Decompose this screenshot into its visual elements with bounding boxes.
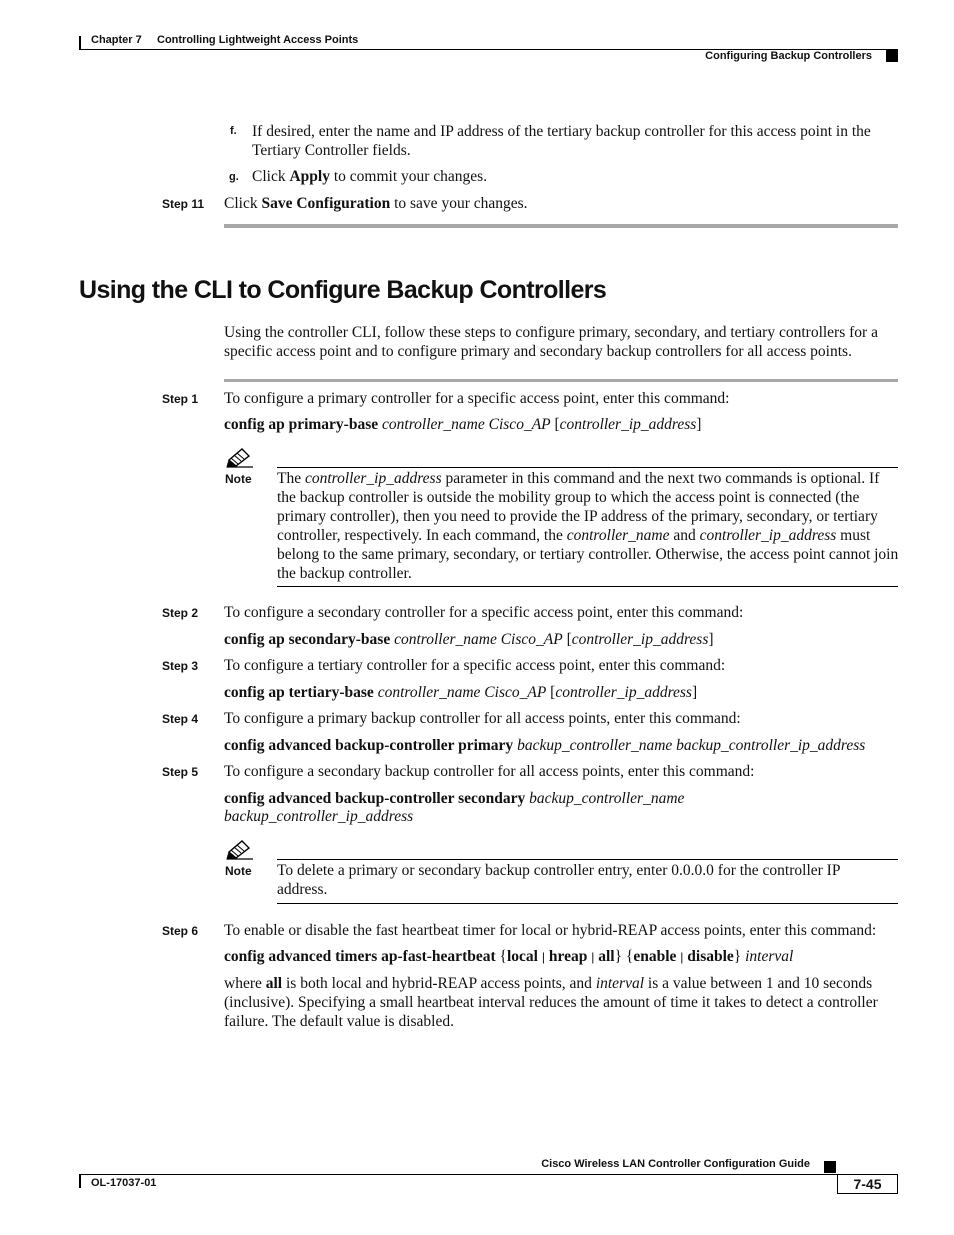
- end-of-procedure-rule: [224, 224, 898, 228]
- note-2-text: To delete a primary or secondary backup controller entry, enter 0.0.0.0 for the controller IP address.: [277, 862, 840, 898]
- footer-doc-number: OL-17037-01: [91, 1177, 157, 1189]
- header-black-box: [886, 50, 898, 62]
- step-5-label: Step 5: [162, 765, 199, 779]
- step-1-text: To configure a primary controller for a specific access point, enter this command:: [224, 390, 730, 407]
- step-1-label: Step 1: [162, 392, 199, 406]
- step-5-text: To configure a secondary backup controller for all access points, enter this command:: [224, 763, 755, 780]
- substep-g-label: g.: [229, 171, 239, 183]
- note-2-top-rule: [277, 859, 898, 860]
- note-2-bottom-rule: [277, 903, 898, 904]
- step-2-label: Step 2: [162, 606, 199, 620]
- page-number: 7-45: [853, 1176, 882, 1192]
- header-chapter-title: Controlling Lightweight Access Points: [157, 34, 359, 46]
- header-section: Configuring Backup Controllers: [705, 50, 872, 62]
- step-6-explanation: where all is both local and hybrid-REAP access points, and interval is a value between 1 and 10 seconds (inclusive). Specifying a small heartbeat interval reduces the amount of time it takes to detect a controller failure. The default value is disabled.: [224, 975, 878, 1030]
- footer-left-tick: [79, 1174, 81, 1188]
- note-pencil-icon: [226, 838, 254, 860]
- step-11-label: Step 11: [162, 197, 205, 211]
- note-1-text: The controller_ip_address parameter in this command and the next two commands is optional. If the backup controller is outside the mobility group to which the access point is connected (the primary controller), then you need to provide the IP address of the primary, secondary, or tertiary controller, respectively. In each command, the controller_name and controller_ip_address must belong to the same primary, secondary, or tertiary controller. Otherwise, the access point cannot join the backup controller.: [277, 470, 899, 582]
- note-2-label: Note: [225, 864, 252, 878]
- footer-black-box: [824, 1161, 836, 1173]
- step-2-text: To configure a secondary controller for a specific access point, enter this command:: [224, 604, 744, 621]
- step-6-command: config advanced timers ap-fast-heartbeat {local | hreap | all} {enable | disable} interval: [224, 948, 794, 965]
- intro-paragraph: Using the controller CLI, follow these steps to configure primary, secondary, and tertiary controllers for a specific access point and to configure primary and secondary backup controllers for all access points.: [224, 324, 878, 360]
- step-3-label: Step 3: [162, 659, 199, 673]
- step-6-label: Step 6: [162, 924, 199, 938]
- footer-rule: [79, 1174, 898, 1175]
- substep-f-text: If desired, enter the name and IP address of the tertiary backup controller for this access point in the Tertiary Controller fields.: [252, 123, 871, 159]
- note-1-label: Note: [225, 472, 252, 486]
- step-1-command: config ap primary-base controller_name Cisco_AP [controller_ip_address]: [224, 416, 702, 433]
- step-3-text: To configure a tertiary controller for a specific access point, enter this command:: [224, 657, 726, 674]
- step-4-text: To configure a primary backup controller for all access points, enter this command:: [224, 710, 741, 727]
- procedure-start-rule: [224, 379, 898, 382]
- step-4-label: Step 4: [162, 712, 199, 726]
- note-1-top-rule: [277, 467, 898, 468]
- footer-guide-title: Cisco Wireless LAN Controller Configuration Guide: [541, 1158, 810, 1170]
- step-3-command: config ap tertiary-base controller_name Cisco_AP [controller_ip_address]: [224, 684, 698, 701]
- step-5-command-cont: backup_controller_ip_address: [224, 808, 414, 825]
- step-2-command: config ap secondary-base controller_name Cisco_AP [controller_ip_address]: [224, 631, 714, 648]
- section-heading: Using the CLI to Configure Backup Controllers: [79, 276, 607, 304]
- footer-page-number-box: [837, 1174, 898, 1194]
- step-11-text: Click Save Configuration to save your changes.: [224, 195, 528, 212]
- header-left-tick: [79, 36, 81, 50]
- step-5-command: config advanced backup-controller secondary backup_controller_name: [224, 790, 685, 807]
- step-4-command: config advanced backup-controller primary backup_controller_name backup_controller_ip_address: [224, 737, 866, 754]
- note-1-bottom-rule: [277, 586, 898, 587]
- note-pencil-icon: [226, 446, 254, 468]
- header-chapter: Chapter 7: [91, 34, 142, 46]
- step-6-text: To enable or disable the fast heartbeat timer for local or hybrid-REAP access points, enter this command:: [224, 922, 877, 939]
- substep-g-text: Click Apply to commit your changes.: [252, 168, 488, 185]
- substep-f-label: f.: [230, 125, 237, 137]
